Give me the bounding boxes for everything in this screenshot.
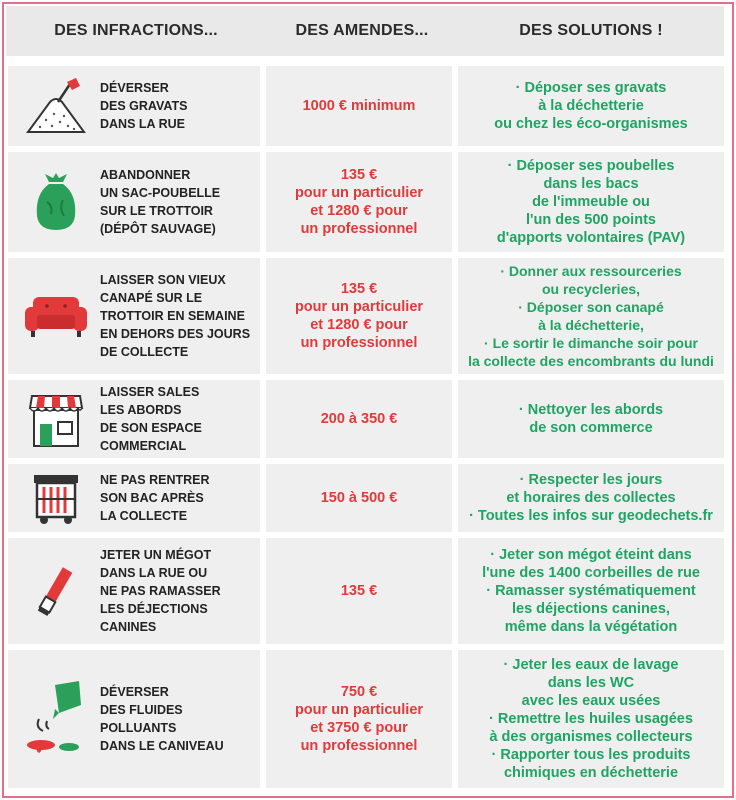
amende-text — [295, 280, 423, 352]
infraction-text — [94, 546, 221, 636]
text-line: · Respecter les jours — [519, 472, 663, 488]
text-line: LA COLLECTE — [100, 509, 188, 523]
text-line: un professionnel — [300, 738, 418, 754]
solution-cell — [458, 380, 724, 458]
text-line: et horaires des collectes — [506, 490, 676, 506]
text-line: NE PAS RAMASSER — [100, 584, 221, 598]
amende-cell — [266, 258, 452, 374]
text-line: l'une des 1400 corbeilles de rue — [482, 565, 700, 581]
infraction-text — [94, 471, 210, 525]
table-row-fluides — [8, 650, 724, 788]
text-line: ou chez les éco-organismes — [494, 116, 688, 132]
text-line: d'apports volontaires (PAV) — [496, 230, 686, 246]
text-line: et 1280 € pour — [310, 203, 408, 219]
text-line: 135 € — [340, 583, 378, 599]
text-line: à des organismes collecteurs — [489, 729, 693, 745]
amende-text — [321, 410, 398, 428]
amende-text — [295, 166, 423, 238]
text-line: · Donner aux ressourceries — [500, 263, 682, 279]
infraction-cell — [8, 650, 260, 788]
infraction-cell — [8, 464, 260, 532]
text-line: de son commerce — [529, 420, 653, 436]
text-line: pour un particulier — [294, 299, 424, 315]
amende-text — [303, 97, 416, 115]
text-line: · Déposer ses poubelles — [507, 158, 675, 174]
text-line: DES GRAVATS — [100, 99, 188, 113]
text-line: dans les bacs — [543, 176, 639, 192]
text-line: même dans la végétation — [504, 619, 678, 635]
infraction-cell — [8, 258, 260, 374]
text-line: 135 € — [340, 167, 378, 183]
text-line: · Nettoyer les abords — [518, 402, 664, 418]
amende-cell — [266, 538, 452, 644]
infraction-cell — [8, 380, 260, 458]
amende-cell — [266, 380, 452, 458]
amende-cell — [266, 66, 452, 146]
text-line: · Jeter les eaux de lavage — [503, 657, 679, 673]
text-line: LAISSER SON VIEUX — [100, 273, 226, 287]
text-line: SUR LE TROTTOIR — [100, 204, 213, 218]
text-line: · Rapporter tous les produits — [491, 747, 691, 763]
solution-text — [468, 262, 714, 370]
solution-text — [494, 79, 687, 133]
text-line: un professionnel — [300, 221, 418, 237]
text-line: · Jeter son mégot éteint dans — [490, 547, 692, 563]
text-line: SON BAC APRÈS — [100, 491, 204, 505]
header-amendes: DES AMENDES... — [295, 22, 429, 39]
infraction-text — [94, 271, 250, 361]
infraction-cell — [8, 152, 260, 252]
header-infractions: DES INFRACTIONS... — [54, 22, 218, 39]
text-line: (DÉPÔT SAUVAGE) — [100, 222, 216, 236]
table-row-bac — [8, 464, 724, 532]
text-line: DES FLUIDES — [100, 703, 183, 717]
solution-cell — [458, 650, 724, 788]
text-line: TROTTOIR EN SEMAINE — [100, 309, 245, 323]
text-line: DANS LA RUE OU — [100, 566, 208, 580]
text-line: · Ramasser systématiquement — [486, 583, 696, 599]
solution-text — [497, 157, 685, 247]
text-line: 200 à 350 € — [320, 411, 398, 427]
shop-icon — [18, 380, 94, 458]
amende-text — [295, 683, 423, 755]
table-row-sac-poubelle — [8, 152, 724, 252]
text-line: CANAPÉ SUR LE — [100, 291, 203, 305]
amende-cell — [266, 650, 452, 788]
solution-cell — [458, 538, 724, 644]
infraction-text — [94, 383, 202, 455]
text-line: les déjections canines, — [512, 601, 670, 617]
text-line: ABANDONNER — [100, 168, 191, 182]
gravel-shovel-icon — [18, 66, 94, 146]
text-line: dans les WC — [547, 675, 635, 691]
table-header — [6, 6, 724, 56]
solution-text — [489, 656, 693, 782]
infraction-text — [94, 683, 224, 755]
text-line: CANINES — [100, 620, 157, 634]
text-line: et 3750 € pour — [310, 720, 408, 736]
table-row-gravats — [8, 66, 724, 146]
text-line: DANS LA RUE — [100, 117, 185, 131]
text-line: LES ABORDS — [100, 403, 182, 417]
text-line: ou recycleries, — [541, 281, 641, 297]
text-line: chimiques en déchetterie — [503, 765, 679, 781]
amende-text — [341, 582, 377, 600]
text-line: JETER UN MÉGOT — [100, 548, 212, 562]
text-line: la collecte des encombrants du lundi — [468, 353, 714, 369]
text-line: COMMERCIAL — [100, 439, 187, 453]
solution-text — [469, 471, 713, 525]
text-line: · Le sortir le dimanche soir pour — [484, 335, 698, 351]
table-row-commerce — [8, 380, 724, 458]
text-line: DE SON ESPACE — [100, 421, 202, 435]
text-line: pour un particulier — [294, 702, 424, 718]
header-solutions: DES SOLUTIONS ! — [519, 22, 663, 39]
table-row-megot — [8, 538, 724, 644]
amende-cell — [266, 152, 452, 252]
text-line: · Remettre les huiles usagées — [489, 711, 693, 727]
text-line: · Déposer ses gravats — [515, 80, 667, 96]
amende-cell — [266, 464, 452, 532]
table-row-canape — [8, 258, 724, 374]
solution-cell — [458, 66, 724, 146]
text-line: 1000 € minimum — [302, 98, 416, 114]
text-line: · Déposer son canapé — [518, 299, 664, 315]
text-line: DANS LE CANIVEAU — [100, 739, 224, 753]
infraction-cell — [8, 538, 260, 644]
text-line: DÉVERSER — [100, 81, 169, 95]
text-line: à la déchetterie, — [538, 317, 644, 333]
text-line: pour un particulier — [294, 185, 424, 201]
text-line: 150 à 500 € — [320, 490, 398, 506]
text-line: et 1280 € pour — [310, 317, 408, 333]
text-line: de l'immeuble ou — [532, 194, 650, 210]
text-line: 135 € — [340, 281, 378, 297]
text-line: 750 € — [340, 684, 378, 700]
text-line: à la déchetterie — [538, 98, 644, 114]
text-line: POLLUANTS — [100, 721, 177, 735]
infraction-text — [94, 166, 220, 238]
text-line: avec les eaux usées — [521, 693, 661, 709]
infraction-text — [94, 79, 188, 133]
text-line: LES DÉJECTIONS — [100, 602, 208, 616]
amende-text — [321, 489, 398, 507]
text-line: DE COLLECTE — [100, 345, 189, 359]
text-line: LAISSER SALES — [100, 385, 200, 399]
text-line: EN DEHORS DES JOURS — [100, 327, 251, 341]
solution-cell — [458, 152, 724, 252]
solution-text — [519, 401, 663, 437]
sofa-icon — [18, 258, 94, 374]
text-line: DÉVERSER — [100, 685, 169, 699]
text-line: l'un des 500 points — [526, 212, 656, 228]
text-line: UN SAC-POUBELLE — [100, 186, 221, 200]
solution-cell — [458, 464, 724, 532]
solution-cell — [458, 258, 724, 374]
infraction-cell — [8, 66, 260, 146]
text-line: NE PAS RENTRER — [100, 473, 210, 487]
cigarette-butt-icon — [18, 538, 94, 644]
text-line: · Toutes les infos sur geodechets.fr — [469, 508, 713, 524]
bin-icon — [18, 464, 94, 532]
pollutant-pour-icon — [18, 650, 94, 788]
solution-text — [482, 546, 700, 636]
text-line: un professionnel — [300, 335, 418, 351]
trash-bag-icon — [18, 152, 94, 252]
